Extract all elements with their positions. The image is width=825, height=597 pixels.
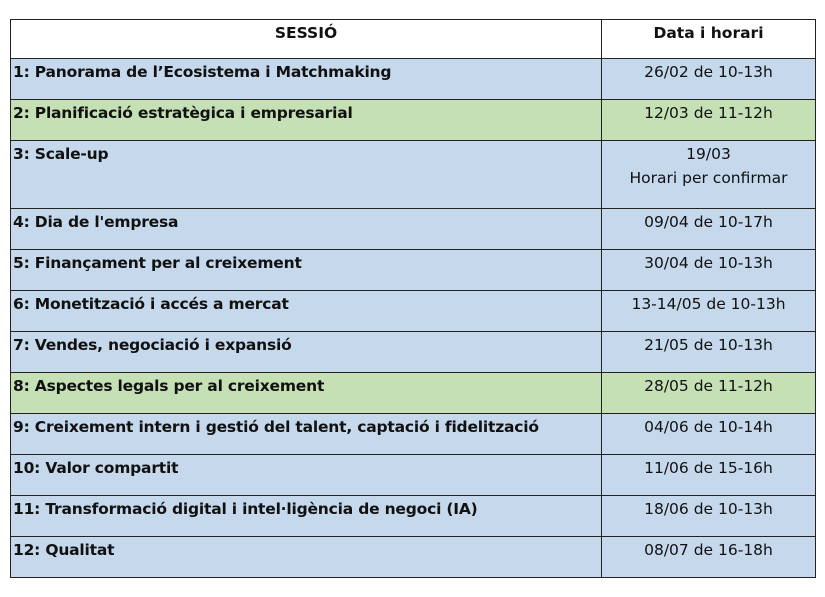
session-cell: 4: Dia de l'empresa [11, 209, 602, 250]
date-cell: 12/03 de 11-12h [602, 100, 816, 141]
session-cell: 3: Scale-up [11, 141, 602, 209]
date-cell [602, 141, 816, 209]
table-row [11, 209, 816, 250]
table-row [11, 59, 816, 100]
table-row [11, 455, 816, 496]
session-cell: 8: Aspectes legals per al creixement [11, 373, 602, 414]
session-column-header: SESSIÓ [11, 20, 602, 59]
session-cell: 2: Planificació estratègica i empresarial [11, 100, 602, 141]
session-cell: 5: Finançament per al creixement [11, 250, 602, 291]
table-row [11, 537, 816, 578]
date-cell: 18/06 de 10-13h [602, 496, 816, 537]
date-cell: 08/07 de 16-18h [602, 537, 816, 578]
table-row [11, 496, 816, 537]
session-cell: 6: Monetització i accés a mercat [11, 291, 602, 332]
table-row [11, 373, 816, 414]
date-cell: 13-14/05 de 10-13h [602, 291, 816, 332]
date-cell: 21/05 de 10-13h [602, 332, 816, 373]
table-row [11, 250, 816, 291]
session-cell: 12: Qualitat [11, 537, 602, 578]
table-row [11, 141, 816, 209]
date-text: 19/03 [686, 145, 731, 163]
table-row [11, 414, 816, 455]
schedule-note: Horari per confirmar [629, 169, 788, 187]
session-cell: 11: Transformació digital i intel·ligència de negoci (IA) [11, 496, 602, 537]
session-cell: 10: Valor compartit [11, 455, 602, 496]
date-cell: 28/05 de 11-12h [602, 373, 816, 414]
header-row [11, 20, 816, 59]
date-cell: 11/06 de 15-16h [602, 455, 816, 496]
session-cell: 7: Vendes, negociació i expansió [11, 332, 602, 373]
table-row [11, 332, 816, 373]
sessions-table [10, 19, 816, 578]
session-cell: 1: Panorama de l’Ecosistema i Matchmaking [11, 59, 602, 100]
date-cell: 30/04 de 10-13h [602, 250, 816, 291]
date-column-header: Data i horari [602, 20, 816, 59]
date-cell: 26/02 de 10-13h [602, 59, 816, 100]
session-cell: 9: Creixement intern i gestió del talent, captació i fidelització [11, 414, 602, 455]
table-row [11, 291, 816, 332]
table-row [11, 100, 816, 141]
date-cell: 09/04 de 10-17h [602, 209, 816, 250]
date-cell: 04/06 de 10-14h [602, 414, 816, 455]
